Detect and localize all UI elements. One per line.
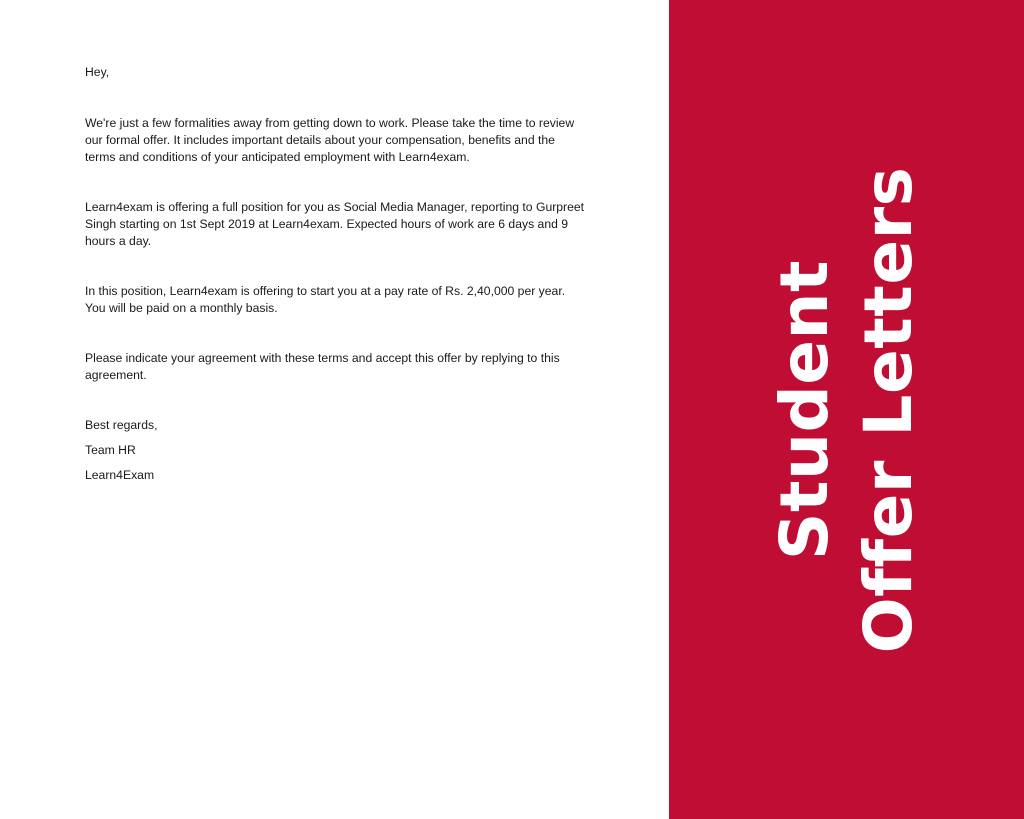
side-title-panel — [669, 0, 1024, 819]
letter-signature-company: Learn4Exam — [85, 468, 155, 482]
side-title-line-2: Offer Letters — [849, 166, 927, 653]
offer-letter-body — [85, 64, 585, 492]
letter-paragraph-intro: We're just a few formalities away from getting down to work. Please take the time to review our formal offer. It includes important details about your compensation, benefits and the terms and conditions of your anticipated employment with Learn4exam. — [85, 116, 575, 164]
side-title-line-1: Student — [765, 259, 843, 560]
letter-greeting: Hey, — [85, 65, 110, 79]
side-panel-title — [763, 166, 931, 653]
letter-paragraph-position: Learn4exam is offering a full position for you as Social Media Manager, reporting to Gurpreet Singh starting on 1st Sept 2019 at Learn4exam. Expected hours of work are 6 days and 9 hours a day. — [85, 200, 585, 248]
letter-signature-team: Team HR — [85, 443, 136, 457]
letter-paragraph-acceptance: Please indicate your agreement with these terms and accept this offer by replying to this agreement. — [85, 351, 560, 382]
letter-paragraph-pay: In this position, Learn4exam is offering to start you at a pay rate of Rs. 2,40,000 per year. You will be paid on a monthly basis. — [85, 284, 566, 315]
letter-closing: Best regards, — [85, 418, 158, 432]
